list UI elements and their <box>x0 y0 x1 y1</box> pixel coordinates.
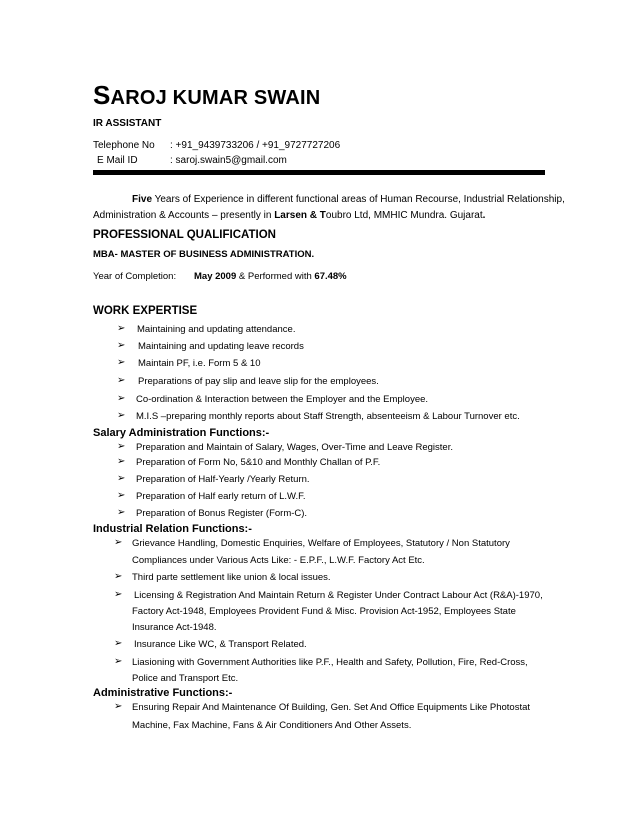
name-initial: S <box>93 80 111 110</box>
bullet-icon: ➢ <box>114 537 123 548</box>
industrial-item-line: Third parte settlement like union & local issues. <box>132 572 331 583</box>
bullet-icon: ➢ <box>117 441 126 452</box>
telephone-label: Telephone No <box>93 140 155 151</box>
salary-item: Preparation of Bonus Register (Form-C). <box>136 508 308 519</box>
bullet-icon: ➢ <box>114 638 123 649</box>
email-label: E Mail ID <box>97 155 138 166</box>
bullet-icon: ➢ <box>117 473 126 484</box>
industrial-item-line: Grievance Handling, Domestic Enquiries, Welfare of Employees, Statutory / Non Statutory <box>132 538 510 549</box>
summary-text-2a: Administration & Accounts – presently in <box>93 210 275 221</box>
administrative-item-line: Machine, Fax Machine, Fans & Air Conditioners And Other Assets. <box>132 720 412 731</box>
bullet-icon: ➢ <box>114 701 123 712</box>
candidate-name <box>93 80 320 111</box>
bullet-icon: ➢ <box>117 323 126 334</box>
industrial-item-line: Factory Act-1948, Employees Provident Fund & Misc. Provision Act-1952, Employees State <box>132 606 516 617</box>
summary-period: . <box>482 210 486 221</box>
performance-text: & Performed with <box>236 271 315 282</box>
work-item: Preparations of pay slip and leave slip for the employees. <box>138 376 379 387</box>
industrial-item-line: Insurance Like WC, & Transport Related. <box>134 639 307 650</box>
bullet-icon: ➢ <box>117 393 126 404</box>
bullet-icon: ➢ <box>117 340 126 351</box>
work-item: Maintaining and updating attendance. <box>137 324 296 335</box>
industrial-item-line: Licensing & Registration And Maintain Return & Register Under Contract Labour Act (R&A)-1970, <box>134 590 543 601</box>
bullet-icon: ➢ <box>114 589 123 600</box>
salary-item: Preparation and Maintain of Salary, Wages, Over-Time and Leave Register. <box>136 442 453 453</box>
work-item: Co-ordination & Interaction between the Employer and the Employee. <box>136 394 429 405</box>
work-item: Maintaining and updating leave records <box>138 341 304 352</box>
summary-company-bold: Larsen & T <box>274 210 326 221</box>
telephone-value: : +91_9439733206 / +91_9727727206 <box>170 140 341 151</box>
industrial-item-line: Police and Transport Etc. <box>132 673 239 684</box>
industrial-item-line: Insurance Act-1948. <box>132 622 217 633</box>
header-divider <box>93 170 545 175</box>
year-line <box>194 271 347 282</box>
salary-heading: Salary Administration Functions:- <box>93 427 270 439</box>
salary-item: Preparation of Half-Yearly /Yearly Return. <box>136 474 310 485</box>
year-label: Year of Completion: <box>93 271 177 282</box>
bullet-icon: ➢ <box>117 375 126 386</box>
year-value: May 2009 <box>194 271 237 282</box>
summary-line-2 <box>93 210 485 221</box>
salary-item: Preparation of Half early return of L.W.F. <box>136 491 306 502</box>
bullet-icon: ➢ <box>117 507 126 518</box>
summary-text-1: Years of Experience in different functional areas of Human Recourse, Industrial Relationship, <box>152 194 565 205</box>
bullet-icon: ➢ <box>117 456 126 467</box>
performance-value: 67.48% <box>314 271 347 282</box>
job-title: IR ASSISTANT <box>93 118 162 129</box>
work-item: Maintain PF, i.e. Form 5 & 10 <box>138 358 261 369</box>
salary-item: Preparation of Form No, 5&10 and Monthly Challan of P.F. <box>136 457 381 468</box>
bullet-icon: ➢ <box>114 656 123 667</box>
name-rest: AROJ KUMAR SWAIN <box>110 87 321 109</box>
work-heading: WORK EXPERTISE <box>93 305 198 317</box>
bullet-icon: ➢ <box>117 410 126 421</box>
industrial-item-line: Liasioning with Government Authorities like P.F., Health and Safety, Pollution, Fire, Red-Cross, <box>132 657 528 668</box>
administrative-item-line: Ensuring Repair And Maintenance Of Building, Gen. Set And Office Equipments Like Photostat <box>132 702 531 713</box>
bullet-icon: ➢ <box>117 490 126 501</box>
email-value: : saroj.swain5@gmail.com <box>170 155 287 166</box>
bullet-icon: ➢ <box>117 357 126 368</box>
degree-title: MBA- MASTER OF BUSINESS ADMINISTRATION. <box>93 249 315 260</box>
administrative-heading: Administrative Functions:- <box>93 687 233 699</box>
qualification-heading: PROFESSIONAL QUALIFICATION <box>93 229 276 241</box>
summary-text-2c: oubro Ltd, MMHIC Mundra. Gujarat <box>325 210 483 221</box>
industrial-heading: Industrial Relation Functions:- <box>93 523 252 535</box>
summary-years: Five <box>132 194 153 205</box>
bullet-icon: ➢ <box>114 571 123 582</box>
industrial-item-line: Compliances under Various Acts Like: - E.P.F., L.W.F. Factory Act Etc. <box>132 555 425 566</box>
summary-line-1 <box>132 194 565 205</box>
work-item: M.I.S –preparing monthly reports about Staff Strength, absenteeism & Labour Turnover etc. <box>136 411 520 422</box>
